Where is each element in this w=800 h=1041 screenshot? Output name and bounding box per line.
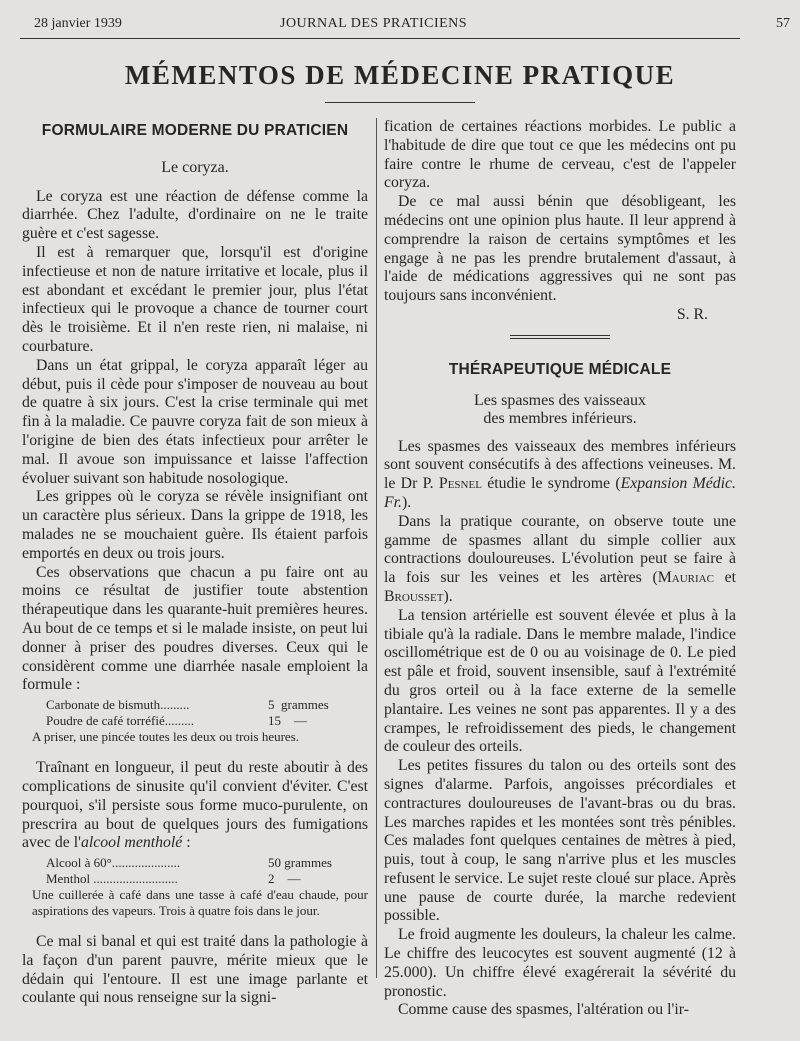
paragraph: Le froid augmente les douleurs, la chaleur les calme. Le chiffre des leucocytes est souvent augmenté (12 à 25.000). Un chiffre élevé exagérerait la sévérité du pronostic. [384, 926, 736, 1000]
article-title-line: Les spasmes des vaisseaux [474, 391, 646, 409]
column-divider [376, 118, 377, 978]
issue-date: 28 janvier 1939 [34, 16, 122, 31]
ingredient-name: Menthol .......................... [46, 871, 178, 887]
title-rule [325, 102, 475, 103]
paragraph: fication de certaines réactions morbides. Le public a l'habitude de dire que tout ce que les médecins ont pu faire contre le rhume de cerveau, c'est de l'appeler coryza. [384, 118, 736, 192]
source-citation: Expansion Médic. Fr. [384, 475, 736, 511]
paragraph: De ce mal aussi bénin que désobligeant, les médecins ont une opinion plus haute. Il leur apprend à comprendre la raison de certains symptômes et les engage à ne pas les prendre brutalement d'assaut, à l'aide de médications aggressives qui ne sont pas toujours sans inconvénient. [384, 193, 736, 305]
prescription-line [46, 697, 368, 713]
section-heading-therapeutique: THÉRAPEUTIQUE MÉDICALE [448, 360, 672, 378]
ingredient-quantity: 50 grammes [268, 855, 332, 871]
ingredient-name: Poudre de café torréfié......... [46, 713, 194, 729]
section-separator [510, 335, 610, 339]
right-column [384, 118, 736, 1020]
article-title-line: des membres inférieurs. [483, 409, 637, 427]
paragraph: Traînant en longueur, il peut du reste aboutir à des complications de sinusite qu'il convient d'éviter. C'est pourquoi, s'il persiste sous forme muco-purulente, on prescrira au bout de quelques jours des fumigations avec de l'alcool mentholé : [22, 759, 368, 852]
paragraph: Ces observations que chacun a pu faire ont au moins ce résultat de justifier toute abstention thérapeutique dans les quarante-huit premières heures. Au bout de ce temps et si le malade insiste, on peut lui donner à priser des poudres diverses. Ceux qui le considèrent comme une diarrhée nasale emploient la formule : [22, 563, 368, 694]
paragraph: Le coryza est une réaction de défense comme la diarrhée. Chez l'adulte, d'ordinaire on ne le traite guère et c'est sagesse. [22, 187, 368, 243]
paragraph: Dans un état grippal, le coryza apparaît léger au début, puis il cède pour s'imposer de nouveau au bout de quatre à six jours. C'est la crise terminale qui met fin à la maladie. Ce pauvre coryza fait de son mieux à l'origine de bien des états infectieux pour arrêter le mal. Il avoue son impuissance et laisse l'affection évoluer suivant son habitude nosologique. [22, 356, 368, 487]
paragraph: Ce mal si banal et qui est traité dans la pathologie à la façon d'un parent pauvre, mérite mieux que le dédain qui l'entoure. Il est une image parlante et coulante qui nous renseigne sur la signi- [22, 933, 368, 1007]
article-title-spasmes [384, 392, 736, 428]
paragraph: Comme cause des spasmes, l'altération ou l'ir- [398, 1001, 689, 1019]
emphasis: alcool mentholé [80, 834, 183, 852]
main-title: MÉMENTOS DE MÉDECINE PRATIQUE [124, 60, 676, 90]
section-heading-formulaire: FORMULAIRE MODERNE DU PRATICIEN [41, 122, 349, 139]
ingredient-quantity: 5 grammes [268, 697, 329, 713]
author-name: Pesnel [438, 475, 482, 493]
ingredient-name: Alcool à 60°..................... [46, 855, 181, 871]
journal-name: JOURNAL DES PRATICIENS [280, 16, 468, 31]
ingredient-quantity: 15 — [268, 713, 307, 729]
left-column [22, 118, 368, 1008]
signature: S. R. [676, 305, 708, 323]
paragraph: Les petites fissures du talon ou des orteils sont des signes d'alarme. Parfois, angoisses précordiales et contractures douloureuses de l'avant-bras ou du bras. Les marches rapides et les montées sont très pénibles. Ces malades font quelques centaines de mètres à pied, puis, tout à coup, le sang n'arrive plus et les muscles refusent le service. Le sujet reste cloué sur place. Après une pause de courte durée, la marche redevient possible. [384, 757, 736, 925]
prescription-1 [22, 697, 368, 745]
prescription-note: A priser, une pincée toutes les deux ou trois heures. [32, 729, 299, 745]
paragraph: La tension artérielle est souvent élevée et plus à la tibiale qu'à la radiale. Dans le membre malade, l'indice oscillométrique est de 0 ou au voisinage de 0. Le pied est pâle et froid, souvent insensible, sauf à l'extrémité du gros orteil ou à la face externe de la semelle plantaire. Les veines ne sont pas apparentes. Il y a des crampes, le refroidissement des pieds, le changement de couleur des orteils. [384, 606, 736, 756]
prescription-line [46, 855, 368, 871]
header-rule [20, 38, 740, 39]
paragraph: Les spasmes des vaisseaux des membres inférieurs sont souvent consécutifs à des affections veineuses. M. le Dr P. Pesnel étudie le syndrome (Expansion Médic. Fr.). [384, 437, 736, 511]
prescription-line [46, 713, 368, 729]
prescription-2 [22, 855, 368, 919]
ingredient-quantity: 2 — [268, 871, 301, 887]
ingredient-name: Carbonate de bismuth......... [46, 697, 190, 713]
article-title-coryza: Le coryza. [161, 158, 229, 176]
paragraph: Il est à remarquer que, lorsqu'il est d'origine infectieuse et non de nature irritative et locale, plus il est abondant et excédant le premier jour, plus l'état infectieux qui le provoque a chance de tourner court dès le troisième. Et il n'en reste rien, ni malaise, ni courbature. [22, 243, 368, 355]
prescription-note: Une cuillerée à café dans une tasse à café d'eau chaude, pour aspirations des vapeurs. Trois à quatre fois dans le jour. [32, 887, 368, 919]
prescription-line [46, 871, 368, 887]
paragraph: Les grippes où le coryza se révèle insignifiant ont un caractère plus sérieux. Dans la grippe de 1918, les malades ne se mouchaient guère. Ils étaient parfois emportés en deux ou trois jours. [22, 488, 368, 562]
author-name: Brousset [384, 587, 444, 605]
paragraph: Dans la pratique courante, on observe toute une gamme de spasmes allant du simple collier aux contractions douloureuses. L'évolution peut se faire à la fois sur les veines et les artères (Mauriac et Brousset). [384, 512, 736, 605]
running-header [20, 14, 790, 34]
author-name: Mauriac [657, 569, 714, 587]
page-number: 57 [776, 16, 790, 31]
